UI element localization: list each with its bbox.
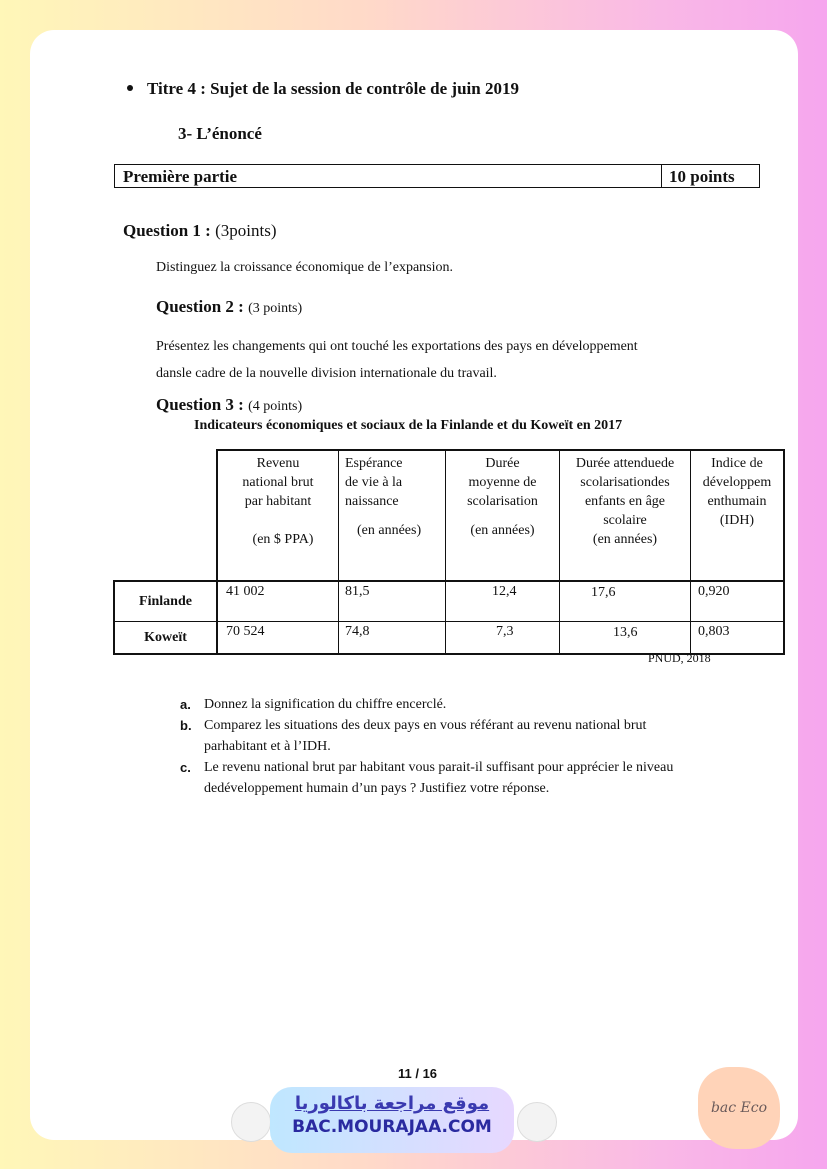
question-2 <box>156 297 302 317</box>
partie-points: 10 points <box>669 167 735 186</box>
list-item: b. Comparez les situations des deux pays en vous référant au revenu national brut parhabitant et à l’IDH. <box>180 718 647 754</box>
cell-value: 12,4 <box>446 581 560 622</box>
col-header-duree-moyenne: Durée moyenne de scolarisation (en années) <box>446 450 560 581</box>
question-3 <box>156 395 302 415</box>
partie-header <box>114 164 760 188</box>
partie-label: Première partie <box>115 165 662 187</box>
question-3-label: Question 3 : <box>156 395 244 414</box>
cell-value: 81,5 <box>339 581 446 622</box>
table-title: Indicateurs économiques et sociaux de la Finlande et du Koweït en 2017 <box>194 418 623 433</box>
section-title: Titre 4 : Sujet de la session de contrôle de juin 2019 <box>127 79 519 99</box>
cell-value: 74,8 <box>339 622 446 655</box>
question-1 <box>123 221 276 241</box>
question-1-text: Distinguez la croissance économique de l’expansion. <box>156 260 454 275</box>
indicators-table <box>113 449 785 655</box>
bac-eco-badge: bac Eco <box>698 1067 780 1149</box>
question-2-label: Question 2 : <box>156 297 244 316</box>
cell-value: 17,6 <box>560 581 691 622</box>
col-header-duree-attendue: Durée attenduede scolarisationdes enfants en âge scolaire (en années) <box>560 450 691 581</box>
col-header-idh: Indice de développem enthumain (IDH) <box>691 450 785 581</box>
sub-questions <box>180 694 720 799</box>
row-country: Finlande <box>114 581 217 622</box>
cell-value: 70 524 <box>217 622 339 655</box>
cell-value: 41 002 <box>217 581 339 622</box>
cell-value: 7,3 <box>446 622 560 655</box>
bullet-icon <box>127 85 133 91</box>
section-subtitle: 3- L’énoncé <box>178 124 262 143</box>
table-row <box>114 622 784 655</box>
row-country: Koweït <box>114 622 217 655</box>
question-1-label: Question 1 : <box>123 221 211 240</box>
page-number: 11 / 16 <box>398 1066 438 1081</box>
cell-value: 0,920 <box>691 581 785 622</box>
question-1-points: (3points) <box>215 221 277 240</box>
site-logo-icon <box>231 1102 271 1142</box>
site-banner[interactable] <box>270 1087 514 1153</box>
col-header-rnb: Revenu national brut par habitant (en $ PPA) <box>217 450 339 581</box>
site-url[interactable]: BAC.MOURAJAA.COM <box>292 1117 492 1137</box>
question-3-points: (4 points) <box>248 399 303 414</box>
table-header-row <box>114 450 784 581</box>
table-corner <box>114 450 217 581</box>
site-logo-icon <box>517 1102 557 1142</box>
list-item: c. Le revenu national brut par habitant vous parait-il suffisant pour apprécier le niveau dedéveloppement humain d’un pays ? Justifiez votre réponse. <box>180 760 674 796</box>
table-row <box>114 581 784 622</box>
question-2-points: (3 points) <box>248 301 303 316</box>
list-item: a. Donnez la signification du chiffre encerclé. <box>180 697 447 712</box>
col-header-esperance: Espérance de vie à la naissance (en années) <box>339 450 446 581</box>
question-2-text: Présentez les changements qui ont touché les exportations des pays en développement dansle cadre de la nouvelle division internationale du travail. <box>156 339 638 381</box>
cell-value: 13,6 <box>560 622 691 655</box>
table-source: PNUD, 2018 <box>648 651 711 665</box>
site-name-arabic[interactable]: موقع مراجعة باكالوريا <box>294 1093 490 1114</box>
cell-value: 0,803 <box>691 622 785 655</box>
